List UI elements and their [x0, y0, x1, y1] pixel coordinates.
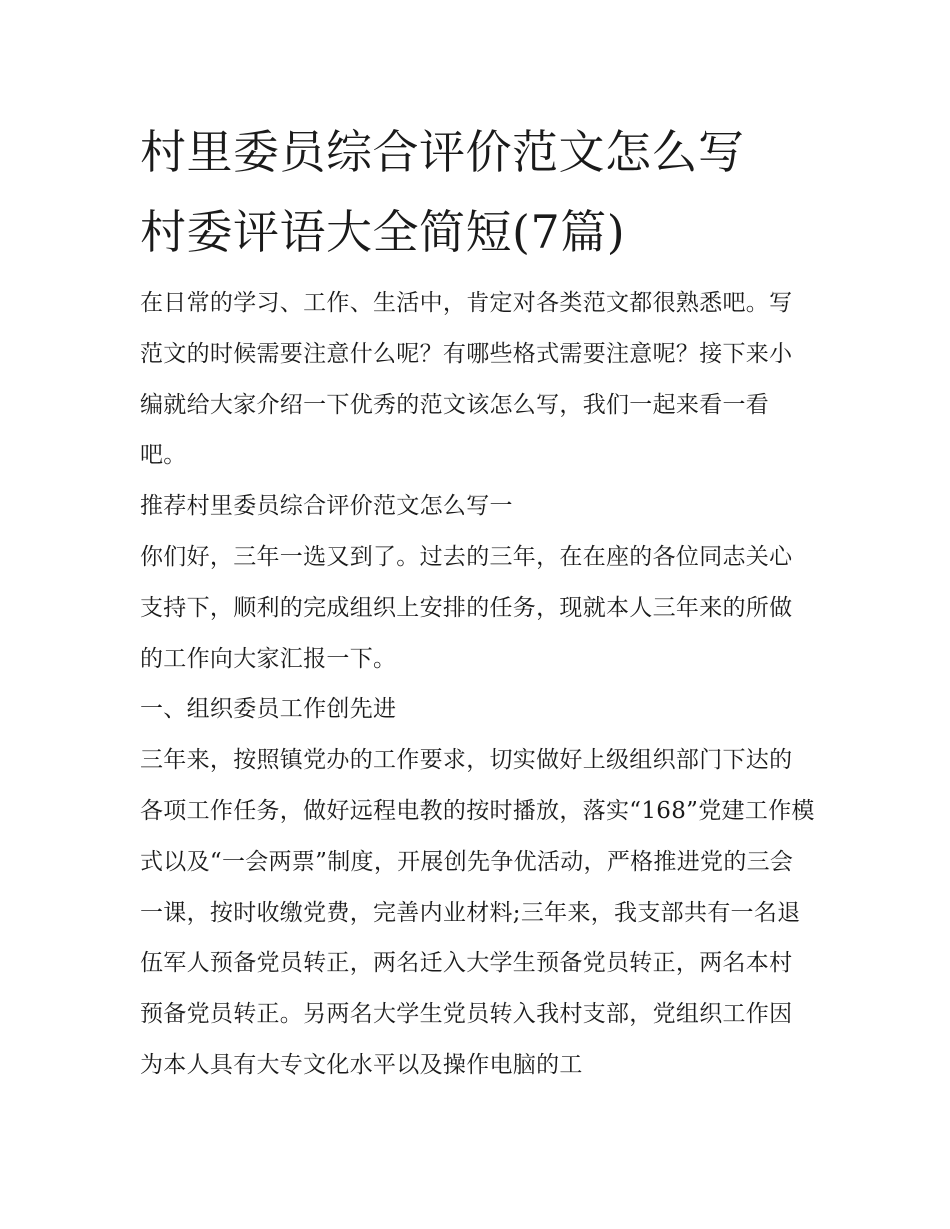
- subsection-heading: 一、组织委员工作创先进: [140, 696, 397, 723]
- section-heading-1: 推荐村里委员综合评价范文怎么写一: [140, 493, 513, 520]
- document-title: [140, 112, 815, 272]
- greeting-paragraph: 你们好，三年一选又到了。过去的三年，在在座的各位同志关心支持下，顺利的完成组织上安排的任务，现就本人三年来的所做的工作向大家汇报一下。: [140, 543, 793, 672]
- body-paragraph: 三年来，按照镇党办的工作要求，切实做好上级组织部门下达的各项工作任务，做好远程电教的按时播放，落实“168”党建工作模式以及“一会两票”制度，开展创先争优活动，严格推进党的三会一课，按时收缴党费，完善内业材料;三年来，我支部共有一名退伍军人预备党员转正，两名迁入大学生预备党员转正，两名本村预备党员转正。另两名大学生党员转入我村支部，党组织工作因为本人具有大专文化水平以及操作电脑的工: [140, 747, 815, 1078]
- document-body: [140, 112, 815, 1091]
- title-line-1: 村里委员综合评价范文怎么写: [140, 125, 745, 179]
- title-line-2: 村委评语大全简短(7篇): [140, 205, 626, 259]
- intro-paragraph: 在日常的学习、工作、生活中，肯定对各类范文都很熟悉吧。写范文的时候需要注意什么呢？有哪些格式需要注意呢？接下来小编就给大家介绍一下优秀的范文该怎么写，我们一起来看一看吧。: [140, 290, 793, 469]
